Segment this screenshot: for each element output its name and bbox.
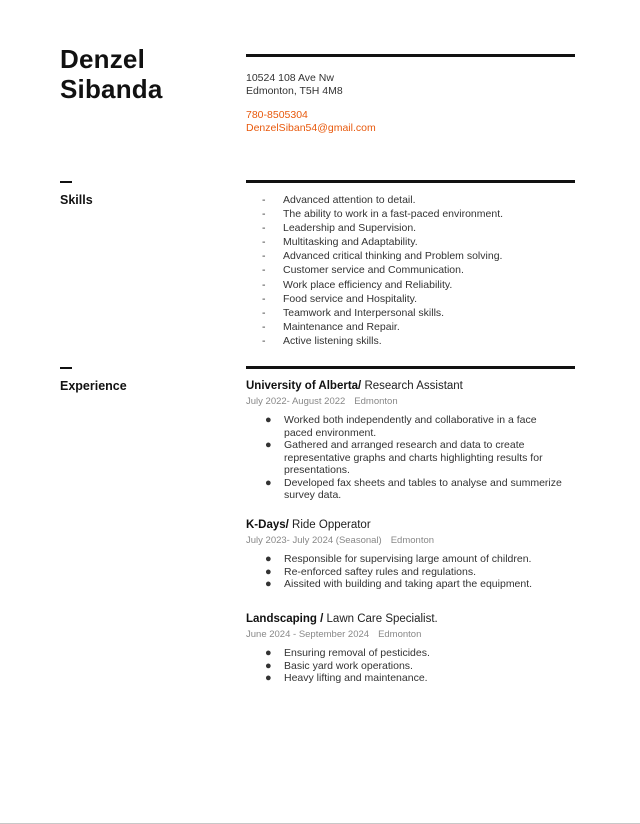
bullet-item xyxy=(246,553,564,566)
dash-marker: - xyxy=(262,222,266,235)
experience-heading: Experience xyxy=(60,379,127,393)
skill-item xyxy=(262,249,503,263)
job-meta xyxy=(246,534,576,547)
skills-rule xyxy=(246,180,575,183)
dash-marker: - xyxy=(262,292,266,305)
bullet-dot-icon: ● xyxy=(265,439,272,451)
bullet-item xyxy=(246,672,564,685)
bullet-dot-icon: ● xyxy=(265,672,272,684)
skill-text: Advanced critical thinking and Problem solving. xyxy=(283,250,503,263)
job-entry xyxy=(246,379,576,502)
skill-item xyxy=(262,193,503,207)
job-role: Lawn Care Specialist. xyxy=(323,613,438,625)
dash-marker: - xyxy=(262,250,266,263)
skill-text: Teamwork and Interpersonal skills. xyxy=(283,306,445,319)
experience-rule xyxy=(246,366,575,369)
skills-list xyxy=(262,193,503,348)
bullet-dot-icon: ● xyxy=(265,476,272,489)
header-rule xyxy=(246,54,575,57)
skill-text: Maintenance and Repair. xyxy=(283,320,400,333)
bullet-text: Gathered and arranged research and data to create representative graphs and charts highlighting results for presentations. xyxy=(284,439,543,476)
bullet-text: Ensuring removal of pesticides. xyxy=(284,647,430,659)
skill-text: Advanced attention to detail. xyxy=(283,194,416,206)
first-name: Denzel xyxy=(60,44,146,74)
bullet-dot-icon: ● xyxy=(265,414,272,426)
dash-marker: - xyxy=(262,208,266,221)
dash-marker: - xyxy=(262,194,266,206)
dash-marker: - xyxy=(262,236,266,249)
contact-block xyxy=(246,72,376,135)
job-role: Ride Opperator xyxy=(288,519,371,531)
phone-number: 780-8505304 xyxy=(246,109,308,121)
skill-text: Leadership and Supervision. xyxy=(283,222,417,235)
bullet-text: Aissited with building and taking apart the equipment. xyxy=(284,578,533,590)
job-dates: July 2023- July 2024 (Seasonal) xyxy=(246,535,382,546)
email-address: DenzelSiban54@gmail.com xyxy=(246,122,376,134)
bullet-dot-icon: ● xyxy=(265,565,272,578)
bullet-text: Basic yard work operations. xyxy=(284,659,413,672)
skill-text: Active listening skills. xyxy=(283,334,382,347)
job-bullets xyxy=(246,647,576,685)
job-bullets xyxy=(246,414,576,502)
skill-item xyxy=(262,221,503,235)
job-bullets xyxy=(246,553,576,591)
job-location: Edmonton xyxy=(354,396,398,407)
bullet-item xyxy=(246,439,564,477)
dash-marker: - xyxy=(262,334,266,347)
skill-text: Food service and Hospitality. xyxy=(283,292,418,305)
address-line-2: Edmonton, T5H 4M8 xyxy=(246,85,343,97)
job-title xyxy=(246,518,576,532)
job-location: Edmonton xyxy=(390,535,435,546)
bullet-text: Responsible for supervising large amount of children. xyxy=(284,553,532,565)
job-title xyxy=(246,612,576,626)
skill-item xyxy=(262,320,503,334)
experience-dash xyxy=(60,367,72,369)
bullet-text: Re-enforced saftey rules and regulations. xyxy=(284,565,477,578)
bullet-dot-icon: ● xyxy=(265,659,272,672)
skills-heading: Skills xyxy=(60,193,93,207)
bullet-item xyxy=(246,477,564,502)
job-meta xyxy=(246,628,576,641)
candidate-name xyxy=(60,44,163,104)
skill-item xyxy=(262,207,503,221)
bullet-dot-icon: ● xyxy=(265,553,272,565)
skills-dash xyxy=(60,181,72,183)
company-name: K-Days/ xyxy=(246,519,289,531)
bullet-text: Worked both independently and collaborative in a face paced environment. xyxy=(284,414,537,439)
bullet-item xyxy=(246,660,564,673)
dash-marker: - xyxy=(262,278,266,291)
job-dates: July 2022- August 2022 xyxy=(246,396,346,407)
bullet-dot-icon: ● xyxy=(265,578,272,590)
bullet-text: Heavy lifting and maintenance. xyxy=(284,672,428,684)
skill-item xyxy=(262,292,503,306)
bullet-dot-icon: ● xyxy=(265,647,272,659)
bullet-item xyxy=(246,414,564,439)
job-meta xyxy=(246,395,576,408)
job-title xyxy=(246,379,576,393)
skill-text: Multitasking and Adaptability. xyxy=(283,236,418,249)
job-dates: June 2024 - September 2024 xyxy=(246,629,370,640)
job-entry xyxy=(246,518,576,591)
bullet-item xyxy=(246,578,564,591)
skill-item xyxy=(262,278,503,292)
dash-marker: - xyxy=(262,306,266,319)
address-line-1: 10524 108 Ave Nw xyxy=(246,72,334,84)
skill-item xyxy=(262,306,503,320)
skill-item xyxy=(262,334,503,348)
skill-item xyxy=(262,235,503,249)
job-role: Research Assistant xyxy=(361,380,463,392)
job-entry xyxy=(246,612,576,685)
skill-item xyxy=(262,263,503,277)
bullet-text: Developed fax sheets and tables to analyse and summerize survey data. xyxy=(284,476,562,501)
bullet-item xyxy=(246,647,564,660)
job-location: Edmonton xyxy=(378,629,422,640)
company-name: Landscaping / xyxy=(246,613,324,625)
bullet-item xyxy=(246,566,564,579)
company-name: University of Alberta/ xyxy=(246,380,362,392)
dash-marker: - xyxy=(262,320,266,333)
skill-text: The ability to work in a fast-paced environment. xyxy=(283,208,504,221)
last-name: Sibanda xyxy=(60,74,163,104)
skill-text: Customer service and Communication. xyxy=(283,264,464,277)
dash-marker: - xyxy=(262,264,266,277)
skill-text: Work place efficiency and Reliability. xyxy=(283,278,453,291)
